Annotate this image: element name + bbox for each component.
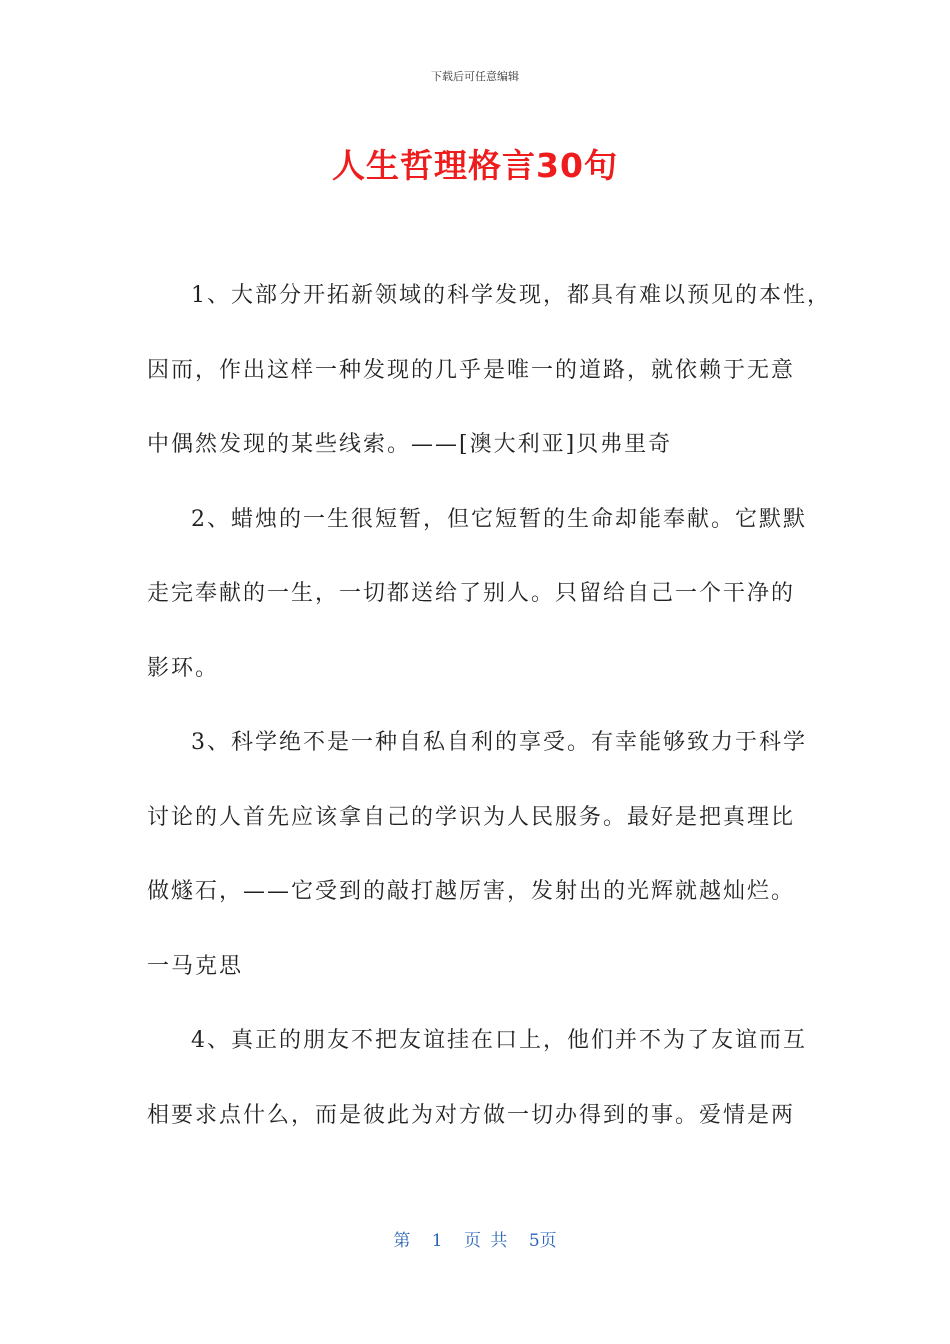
paragraph-1-line-2: 因而，作出这样一种发现的几乎是唯一的道路，就依赖于无意 — [147, 357, 796, 383]
footer-prefix: 第 — [393, 1231, 411, 1251]
footer-middle: 页 共 — [464, 1231, 508, 1251]
paragraph-1-line-1: 1、大部分开拓新领域的科学发现，都具有难以预见的本性， — [191, 283, 831, 308]
paragraph-2-line-1: 2、蜡烛的一生很短暂，但它短暂的生命却能奉献。它默默 — [191, 506, 807, 532]
paragraph-4-line-1: 4、真正的朋友不把友谊挂在口上，他们并不为了友谊而互 — [191, 1028, 807, 1053]
paragraph-2-line-2: 走完奉献的一生，一切都送给了别人。只留给自己一个干净的 — [147, 581, 796, 606]
footer-total-pages: 5页 — [528, 1231, 557, 1251]
paragraph-3-line-3: 做燧石，——它受到的敲打越厉害，发射出的光辉就越灿烂。 — [147, 879, 796, 904]
paragraph-3-line-4: 一马克思 — [147, 953, 244, 979]
page-footer — [0, 1226, 950, 1251]
paragraph-2-line-3: 影环。 — [147, 655, 220, 681]
footer-page-number: 1 — [431, 1231, 443, 1251]
paragraph-4-line-2: 相要求点什么，而是彼此为对方做一切办得到的事。爱情是两 — [147, 1102, 796, 1128]
paragraph-1-line-3: 中偶然发现的某些线索。——[澳大利亚]贝弗里奇 — [147, 432, 673, 457]
header-note: 下载后可任意编辑 — [431, 70, 519, 83]
paragraph-3-line-2: 讨论的人首先应该拿自己的学识为人民服务。最好是把真理比 — [147, 804, 796, 830]
document-title: 人生哲理格言30句 — [332, 146, 618, 185]
paragraph-3-line-1: 3、科学绝不是一种自私自利的享受。有幸能够致力于科学 — [191, 730, 807, 755]
document-body — [147, 274, 831, 1168]
